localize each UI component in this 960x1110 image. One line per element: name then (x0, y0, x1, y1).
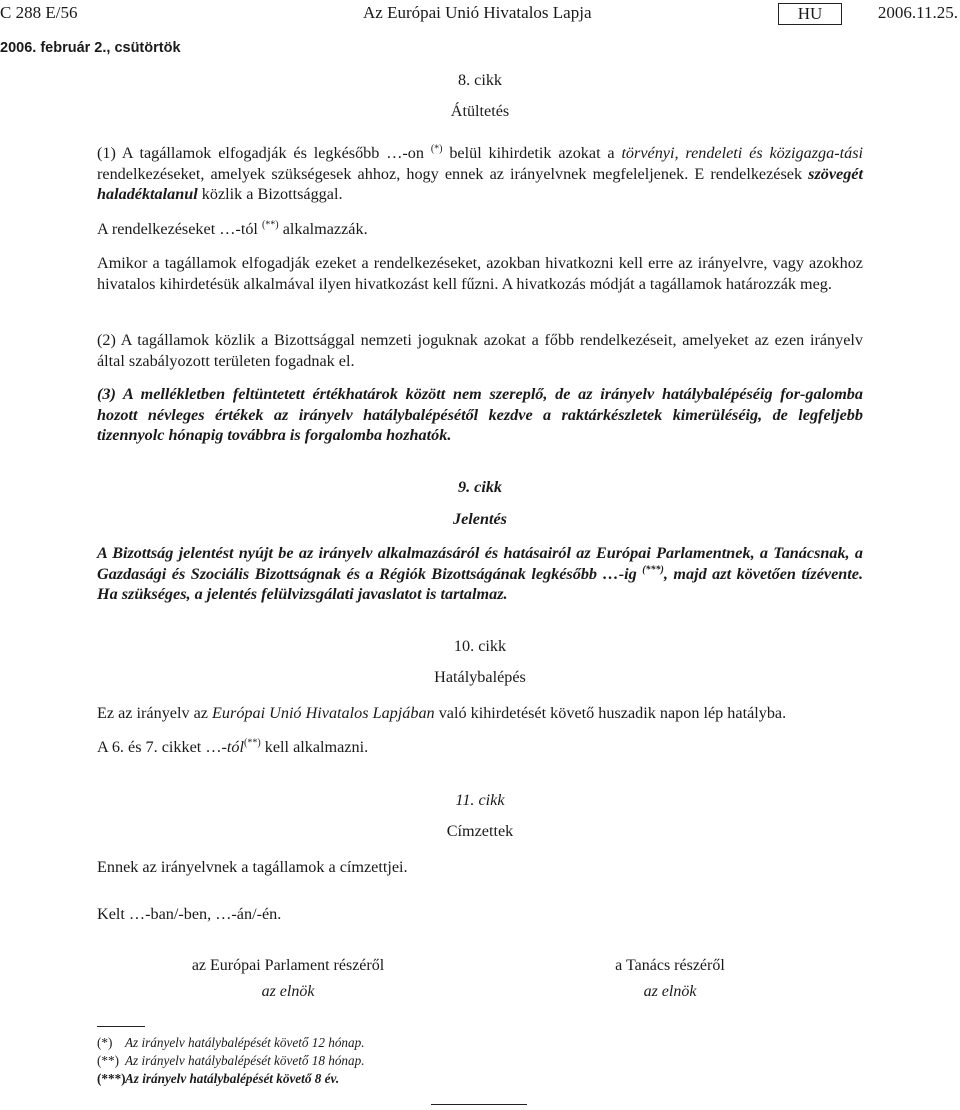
signature-left-role: az elnök (261, 983, 315, 1000)
text-run-italic: Európai Unió Hivatalos Lapjában (212, 704, 435, 722)
journal-title: Az Európai Unió Hivatalos Lapja (363, 3, 592, 22)
text-run: kell alkalmazni. (260, 738, 369, 756)
article-8-paragraph-2 (97, 219, 863, 240)
article-11-title: Címzettek (446, 822, 514, 840)
signature-left-body: az Európai Parlament részéről (191, 957, 385, 974)
article-10-title: Hatálybalépés (434, 668, 526, 686)
article-9-number: 9. cikk (457, 478, 503, 496)
article-8-paragraph-3: Amikor a tagállamok elfogadják ezeket a rendelkezéseket, azokban hivatkozni kell erre az irányelvre, vagy azokhoz hivatalos kihirdetésük alkalmával ilyen hivatkozást kell fűzni. A hivatkozás módját a tagállamok határozzák meg. (97, 254, 863, 293)
text-run: rendelkezéseket, amelyek szükségesek ahhoz, hogy ennek az irányelvnek megfeleljenek. E rendelkezések (97, 164, 809, 183)
footnote-mark: (***) (97, 1071, 126, 1086)
text-run: Ez az irányelv az (97, 704, 213, 722)
footnote-ref: (**) (261, 219, 279, 231)
article-8-paragraph-4: (2) A tagállamok közlik a Bizottsággal nemzeti joguknak azokat a főbb rendelkezéseit, amelyeket az ezen irányelv által szabályozott területen fogadnak el. (97, 331, 863, 370)
text-run-italic: törvényi, rendeleti és közigazga-tási (621, 144, 863, 162)
text-run: közlik a Bizottsággal. (197, 185, 343, 203)
footnote-ref: (**) (244, 737, 261, 749)
text-run: A Bizottság jelentést nyújt be az irányelv alkalmazásáról és hatásairól az Európai Parlamentnek, a Tanácsnak, a Gazdasági és Szociális Bizottságnak és a Régiók Bizottságának legkésőbb …-ig (97, 544, 863, 583)
article-9-title: Jelentés (453, 510, 507, 528)
article-10-paragraph-1 (97, 703, 863, 724)
text-run: való kihirdetését követő huszadik napon lép hatályba. (434, 704, 787, 722)
footnote-2 (97, 1052, 365, 1069)
text-run: (1) A tagállamok elfogadják és legkésőbb …-on (97, 144, 431, 162)
footnote-text: Az irányelv hatálybalépését követő 18 hónap. (125, 1053, 365, 1068)
article-10-number: 10. cikk (453, 637, 507, 655)
page-header (0, 3, 960, 27)
footnote-text: Az irányelv hatálybalépését követő 8 év. (125, 1071, 340, 1086)
footnote-mark: (**) (97, 1053, 119, 1068)
signature-place: Kelt …-ban/-ben, …-án/-én. (97, 905, 282, 923)
footnote-mark: (*) (97, 1035, 113, 1050)
session-date: 2006. február 2., csütörtök (0, 40, 181, 56)
footnote-ref: (*) (430, 143, 443, 155)
text-run: belül kihirdetik azokat a (442, 144, 622, 162)
signature-right-body: a Tanács részéről (615, 957, 725, 974)
article-11-paragraph-1: Ennek az irányelvnek a tagállamok a címzettjei. (97, 858, 408, 876)
article-11-number: 11. cikk (455, 791, 505, 809)
article-9-paragraph-1 (97, 543, 863, 605)
journal-reference: C 288 E/56 (0, 3, 78, 22)
footnote-1 (97, 1034, 365, 1051)
text-run: alkalmazzák. (278, 220, 368, 238)
article-8-number: 8. cikk (457, 71, 503, 89)
article-8-paragraph-1 (97, 143, 863, 205)
signature-right-role: az elnök (643, 983, 697, 1000)
text-run-italic: -tól (221, 738, 245, 756)
article-10-paragraph-2 (97, 737, 863, 758)
text-run: , majd azt követően tízévente. Ha szükséges, a jelentés felülvizsgálati javaslatot is tartalmaz. (97, 564, 863, 603)
text-run: A 6. és 7. cikket … (97, 738, 222, 756)
text-run-bold: szövegét haladéktalanul (97, 164, 863, 203)
publication-date: 2006.11.25. (877, 3, 958, 22)
text-run: A rendelkezéseket …-tól (97, 220, 262, 238)
footnote-divider (97, 1026, 145, 1027)
page-end-divider (431, 1104, 527, 1105)
footnote-ref: (***) (642, 564, 664, 576)
footnote-text: Az irányelv hatálybalépését követő 12 hónap. (125, 1035, 365, 1050)
language-badge: HU (778, 3, 842, 25)
article-8-title: Átültetés (450, 102, 510, 120)
footnote-3 (97, 1070, 339, 1087)
article-8-paragraph-5: (3) A mellékletben feltüntetett értékhatárok között nem szereplő, de az irányelv hatálybalépéséig for-galomba hozott névleges értékek az irányelv hatálybalépésétől kezdve a raktárkészletek kimerüléséig, de legfeljebb tizennyolc hónapig továbbra is forgalomba hozhatók. (97, 385, 863, 444)
